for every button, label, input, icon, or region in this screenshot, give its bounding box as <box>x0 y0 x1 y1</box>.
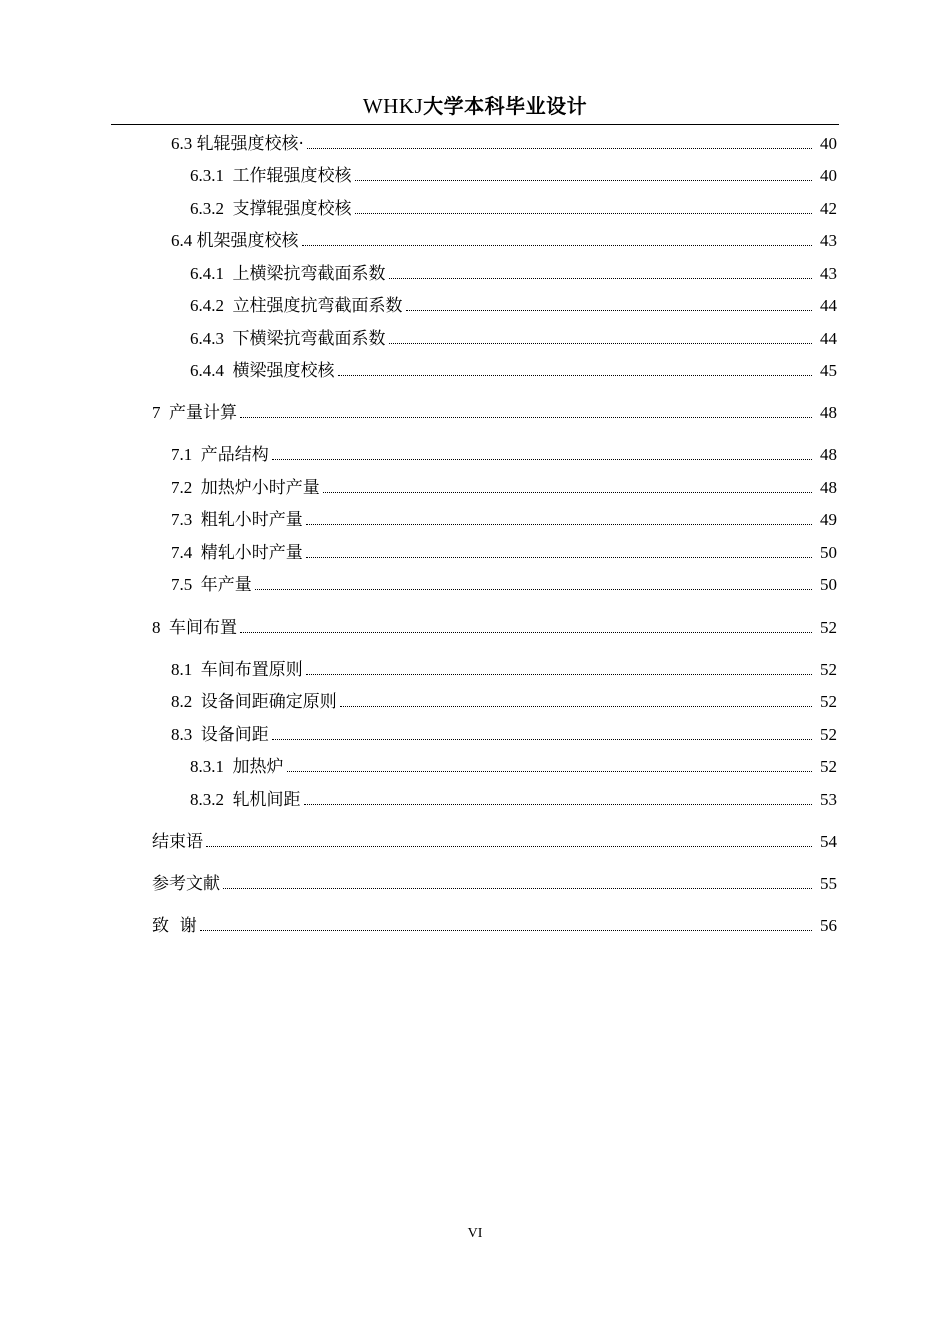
toc-entry-page: 44 <box>820 329 837 348</box>
toc-entry-page: 53 <box>820 790 837 809</box>
toc-entry[interactable] <box>190 198 837 220</box>
toc-entry-title: 粗轧小时产量 <box>200 510 303 530</box>
toc-entry-gap <box>161 402 170 424</box>
dot-leader <box>389 277 813 279</box>
toc-entry-title: 轧机间距 <box>232 790 301 810</box>
toc-entry-gap <box>192 477 201 499</box>
dot-leader <box>307 147 812 149</box>
toc-entry-title: 支撑辊强度校核 <box>232 199 352 219</box>
toc-entry-page: 49 <box>820 510 837 529</box>
dot-leader <box>338 374 813 376</box>
toc-entry-gap <box>224 295 233 317</box>
dot-leader <box>355 179 813 181</box>
toc-entry-number: 6.4 <box>171 231 193 250</box>
toc-entry-gap <box>192 574 201 596</box>
toc-entry-title: 结束语 <box>152 832 203 852</box>
toc-entry-title: 致 谢 <box>152 916 197 936</box>
toc-entry[interactable] <box>190 165 837 187</box>
toc-entry-page: 48 <box>820 445 837 464</box>
toc-entry-gap <box>161 617 170 639</box>
toc-entry-page: 52 <box>820 757 837 776</box>
header-rule <box>111 124 839 125</box>
toc-entry-number: 8.3.2 <box>190 790 224 809</box>
toc-entry-title: 加热炉小时产量 <box>200 478 320 498</box>
toc-entry-title: 加热炉 <box>232 757 284 777</box>
toc-entry-number: 7.2 <box>171 478 193 497</box>
dot-leader <box>223 887 812 889</box>
dot-leader <box>200 929 812 931</box>
page-number: VI <box>467 1226 483 1241</box>
toc-entry-page: 55 <box>820 874 837 893</box>
toc-entry-page: 56 <box>820 916 837 935</box>
toc-entry[interactable] <box>171 574 837 596</box>
toc-entry-number: 6.3.2 <box>190 199 224 218</box>
toc-entry-page: 52 <box>820 725 837 744</box>
toc-entry-title: 车间布置原则 <box>200 660 303 680</box>
toc-entry-title: 产品结构 <box>200 445 269 465</box>
toc-entry-title: 参考文献 <box>152 874 220 894</box>
toc-entry-number: 6.4.3 <box>190 329 224 348</box>
toc-entry[interactable] <box>152 873 837 895</box>
toc-entry-number: 8 <box>152 618 161 637</box>
dot-leader <box>255 588 812 590</box>
dot-leader <box>287 770 813 772</box>
toc-entry[interactable] <box>171 477 837 499</box>
toc-entry-number: 7.5 <box>171 575 193 594</box>
page-header <box>0 92 950 120</box>
dot-leader <box>340 705 812 707</box>
toc-entry-gap <box>224 165 233 187</box>
dot-leader <box>323 491 812 493</box>
toc-entry-page: 43 <box>820 231 837 250</box>
toc-entry-page: 50 <box>820 575 837 594</box>
toc-entry-gap <box>192 509 201 531</box>
toc-entry-page: 52 <box>820 660 837 679</box>
toc-entry-number: 8.3.1 <box>190 757 224 776</box>
toc-entry[interactable] <box>171 444 837 466</box>
dot-leader <box>240 416 812 418</box>
toc-entry[interactable] <box>171 542 837 564</box>
toc-entry-title: 下横梁抗弯截面系数 <box>232 329 386 349</box>
toc-entry[interactable] <box>171 509 837 531</box>
toc-entry-number: 8.2 <box>171 692 193 711</box>
toc-entry-title: 横梁强度校核 <box>232 361 335 381</box>
toc-entry-number: 8.3 <box>171 725 193 744</box>
toc-entry[interactable] <box>190 263 837 285</box>
toc-entry[interactable] <box>171 230 837 252</box>
toc-entry[interactable] <box>152 617 837 639</box>
toc-entry-number: 7 <box>152 403 161 422</box>
toc-entry-number: 7.1 <box>171 445 193 464</box>
toc-entry-number: 6.4.2 <box>190 296 224 315</box>
toc-entry-number: 6.4.4 <box>190 361 224 380</box>
toc-entry-page: 48 <box>820 403 837 422</box>
dot-leader <box>306 523 812 525</box>
dot-leader <box>304 803 813 805</box>
dot-leader <box>306 556 812 558</box>
dot-leader <box>206 845 812 847</box>
toc-entry[interactable] <box>190 789 837 811</box>
toc-entry[interactable] <box>152 402 837 424</box>
dot-leader <box>355 212 813 214</box>
toc-entry[interactable] <box>152 831 837 853</box>
toc-entry-page: 42 <box>820 199 837 218</box>
toc-entry-title: 设备间距 <box>200 725 269 745</box>
toc-entry-title: 设备间距确定原则 <box>200 692 337 712</box>
toc-entry[interactable] <box>171 659 837 681</box>
toc-entry-title: 立柱强度抗弯截面系数 <box>232 296 403 316</box>
toc-entry-gap <box>192 691 201 713</box>
toc-entry[interactable] <box>190 756 837 778</box>
toc-entry-page: 52 <box>820 618 837 637</box>
toc-entry-page: 50 <box>820 543 837 562</box>
toc-entry-number: 7.3 <box>171 510 193 529</box>
dot-leader <box>302 244 813 246</box>
toc-entry-page: 52 <box>820 692 837 711</box>
toc-entry[interactable] <box>152 915 837 937</box>
toc-entry-title: 机架强度校核 <box>196 231 299 251</box>
dot-leader <box>240 631 812 633</box>
header-title: 大学本科毕业设计 <box>423 94 588 118</box>
dot-leader <box>389 342 813 344</box>
toc-entry-gap <box>224 328 233 350</box>
toc-entry-title: 产量计算 <box>169 403 237 423</box>
toc-entry-number: 7.4 <box>171 543 193 562</box>
dot-leader <box>272 738 812 740</box>
toc-entry-number: 6.4.1 <box>190 264 224 283</box>
toc-entry-gap <box>224 198 233 220</box>
toc-entry-title: 轧辊强度校核· <box>196 134 304 154</box>
toc-entry[interactable] <box>171 691 837 713</box>
toc-entry-number: 6.3 <box>171 134 193 153</box>
toc-entry-gap <box>192 659 201 681</box>
toc-entry-number: 6.3.1 <box>190 166 224 185</box>
toc-entry[interactable] <box>171 724 837 746</box>
toc-entry-gap <box>224 789 233 811</box>
toc-entry-page: 40 <box>820 134 837 153</box>
toc-entry[interactable] <box>171 133 837 155</box>
toc-entry-title: 上横梁抗弯截面系数 <box>232 264 386 284</box>
toc-entry-gap <box>192 542 201 564</box>
dot-leader <box>306 673 812 675</box>
toc-entry-gap <box>224 756 233 778</box>
toc-entry-gap <box>224 360 233 382</box>
toc-entry-title: 车间布置 <box>169 618 237 638</box>
toc-entry[interactable] <box>190 360 837 382</box>
toc-entry-title: 精轧小时产量 <box>200 543 303 563</box>
header-latin: WHKJ <box>362 94 424 118</box>
dot-leader <box>406 309 813 311</box>
toc-entry-page: 40 <box>820 166 837 185</box>
toc-entry-gap <box>224 263 233 285</box>
toc-entry-title: 工作辊强度校核 <box>232 166 352 186</box>
toc-entry-page: 54 <box>820 832 837 851</box>
toc-entry-page: 48 <box>820 478 837 497</box>
toc-entry[interactable] <box>190 295 837 317</box>
toc-entry[interactable] <box>190 328 837 350</box>
toc-entry-page: 45 <box>820 361 837 380</box>
toc-entry-title: 年产量 <box>200 575 252 595</box>
toc-entry-page: 43 <box>820 264 837 283</box>
toc-entry-gap <box>192 724 201 746</box>
toc-entry-page: 44 <box>820 296 837 315</box>
toc-entry-number: 8.1 <box>171 660 193 679</box>
toc-entry-gap <box>192 444 201 466</box>
dot-leader <box>272 458 812 460</box>
